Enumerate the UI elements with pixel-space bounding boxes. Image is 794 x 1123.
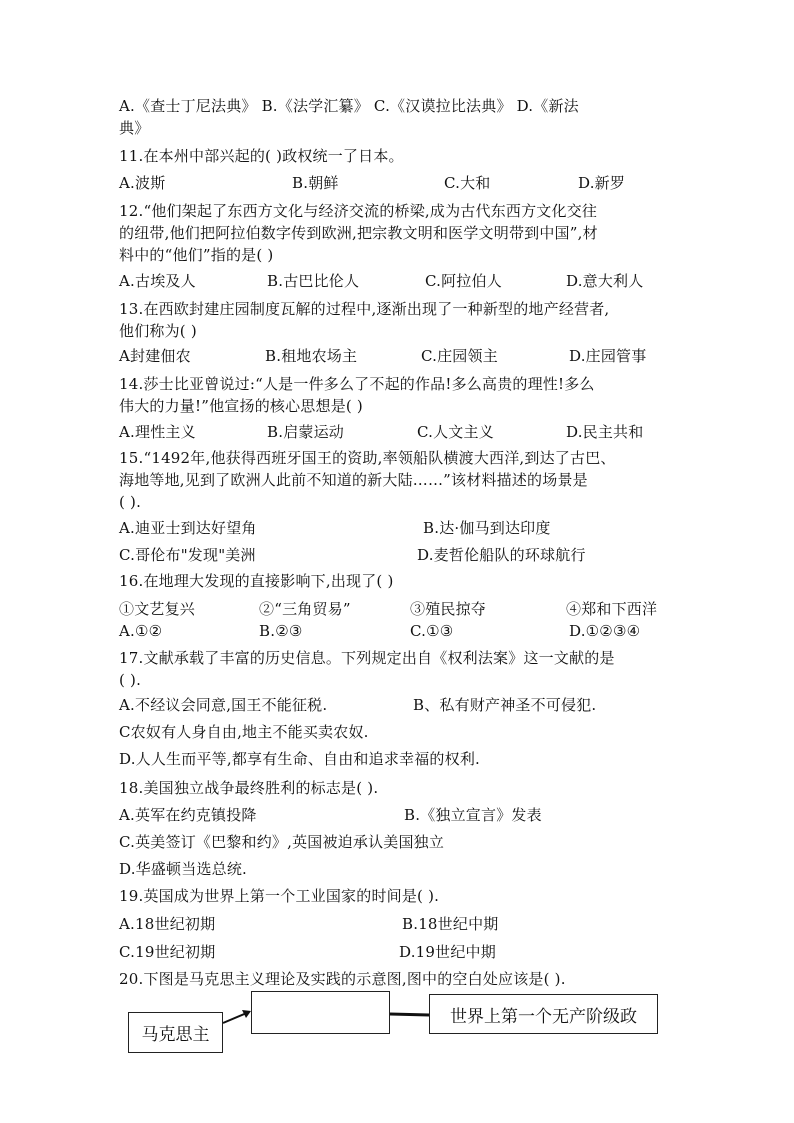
q13-option-d: D.庄园管事 bbox=[569, 347, 647, 365]
q13-option-a: A封建佃农 bbox=[119, 347, 191, 365]
q16-option-a: A.①② bbox=[119, 622, 163, 640]
q19-option-d: D.19世纪中期 bbox=[399, 943, 496, 961]
q19-stem: 19.英国成为世界上第一个工业国家的时间是( ). bbox=[119, 887, 440, 905]
q19-option-c: C.19世纪初期 bbox=[119, 943, 216, 961]
q20-box-left: 马克思主 bbox=[128, 1012, 223, 1053]
q13-option-c: C.庄园领主 bbox=[421, 347, 498, 365]
q20-stem: 20.下图是马克思主义理论及实践的示意图,图中的空白处应该是( ). bbox=[119, 970, 566, 988]
q20-box-right: 世界上第一个无产阶级政 bbox=[429, 994, 658, 1034]
q20-connector-line bbox=[390, 1014, 429, 1015]
q10-options: A.《查士丁尼法典》 B.《法学汇纂》 C.《汉谟拉比法典》 D.《新法 bbox=[119, 97, 579, 115]
q12-option-d: D.意大利人 bbox=[566, 272, 644, 290]
q19-option-a: A.18世纪初期 bbox=[119, 915, 216, 933]
q16-item-3: ③殖民掠夺 bbox=[410, 600, 487, 618]
q14-stem-line2: 伟大的力量!”他宣扬的核心思想是( ) bbox=[119, 397, 363, 415]
q12-stem-line2: 的纽带,他们把阿拉伯数字传到欧洲,把宗教文明和医学文明带到中国”,材 bbox=[119, 224, 598, 242]
q11-option-c: C.大和 bbox=[444, 174, 491, 192]
q18-option-d: D.华盛顿当选总统. bbox=[119, 860, 248, 878]
q16-item-2: ②“三角贸易” bbox=[259, 600, 351, 618]
q15-option-d: D.麦哲伦船队的环球航行 bbox=[417, 546, 586, 564]
q15-stem-line1: 15.“1492年,他获得西班牙国王的资助,率领船队横渡大西洋,到达了古巴、 bbox=[119, 449, 616, 467]
q17-stem-line2: ( ). bbox=[119, 671, 142, 689]
q18-option-a: A.英军在约克镇投降 bbox=[119, 806, 257, 824]
q17-option-d: D.人人生而平等,都享有生命、自由和追求幸福的权利. bbox=[119, 750, 480, 768]
q13-option-b: B.租地农场主 bbox=[265, 347, 358, 365]
q12-option-c: C.阿拉伯人 bbox=[425, 272, 502, 290]
q14-option-a: A.理性主义 bbox=[119, 423, 196, 441]
q18-option-b: B.《独立宣言》发表 bbox=[404, 806, 542, 824]
q16-option-b: B.②③ bbox=[259, 622, 303, 640]
q16-item-4: ④郑和下西洋 bbox=[566, 600, 658, 618]
q11-option-a: A.波斯 bbox=[119, 174, 166, 192]
q18-option-c: C.英美签订《巴黎和约》,英国被迫承认美国独立 bbox=[119, 833, 445, 851]
q17-option-c: C农奴有人身自由,地主不能买卖农奴. bbox=[119, 723, 369, 741]
q19-option-b: B.18世纪中期 bbox=[402, 915, 499, 933]
q16-option-d: D.①②③④ bbox=[569, 622, 641, 640]
q14-option-b: B.启蒙运动 bbox=[267, 423, 344, 441]
q11-option-b: B.朝鲜 bbox=[292, 174, 339, 192]
q12-option-b: B.古巴比伦人 bbox=[267, 272, 360, 290]
q14-stem-line1: 14.莎士比亚曾说过:“人是一件多么了不起的作品!多么高贵的理性!多么 bbox=[119, 375, 595, 393]
q17-option-a: A.不经议会同意,国王不能征税. bbox=[119, 696, 328, 714]
q16-option-c: C.①③ bbox=[410, 622, 454, 640]
q17-stem-line1: 17.文献承载了丰富的历史信息。下列规定出自《权利法案》这一文献的是 bbox=[119, 649, 615, 667]
q10-options-continued: 典》 bbox=[119, 119, 150, 137]
q17-option-b: B、私有财产神圣不可侵犯. bbox=[413, 696, 597, 714]
q12-stem-line3: 料中的“他们”指的是( ) bbox=[119, 246, 274, 264]
q15-option-c: C.哥伦布"发现"美洲 bbox=[119, 546, 256, 564]
q15-option-b: B.达·伽马到达印度 bbox=[423, 519, 551, 537]
q11-option-d: D.新罗 bbox=[578, 174, 626, 192]
q15-stem-line3: ( ). bbox=[119, 493, 142, 511]
q12-option-a: A.古埃及人 bbox=[119, 272, 196, 290]
q14-option-d: D.民主共和 bbox=[566, 423, 644, 441]
q16-stem: 16.在地理大发现的直接影响下,出现了( ) bbox=[119, 572, 394, 590]
q18-stem: 18.美国独立战争最终胜利的标志是( ). bbox=[119, 779, 379, 797]
q13-stem-line1: 13.在西欧封建庄园制度瓦解的过程中,逐渐出现了一种新型的地产经营者, bbox=[119, 300, 610, 318]
q15-option-a: A.迪亚士到达好望角 bbox=[119, 519, 257, 537]
q15-stem-line2: 海地等地,见到了欧洲人此前不知道的新大陆……”该材料描述的场景是 bbox=[119, 471, 588, 489]
q11-stem: 11.在本州中部兴起的( )政权统一了日本。 bbox=[119, 147, 404, 165]
q13-stem-line2: 他们称为( ) bbox=[119, 322, 197, 340]
q20-box-blank bbox=[251, 991, 390, 1034]
q14-option-c: C.人文主义 bbox=[417, 423, 494, 441]
q16-item-1: ①文艺复兴 bbox=[119, 600, 196, 618]
q12-stem-line1: 12.“他们架起了东西方文化与经济交流的桥梁,成为古代东西方文化交往 bbox=[119, 202, 598, 220]
